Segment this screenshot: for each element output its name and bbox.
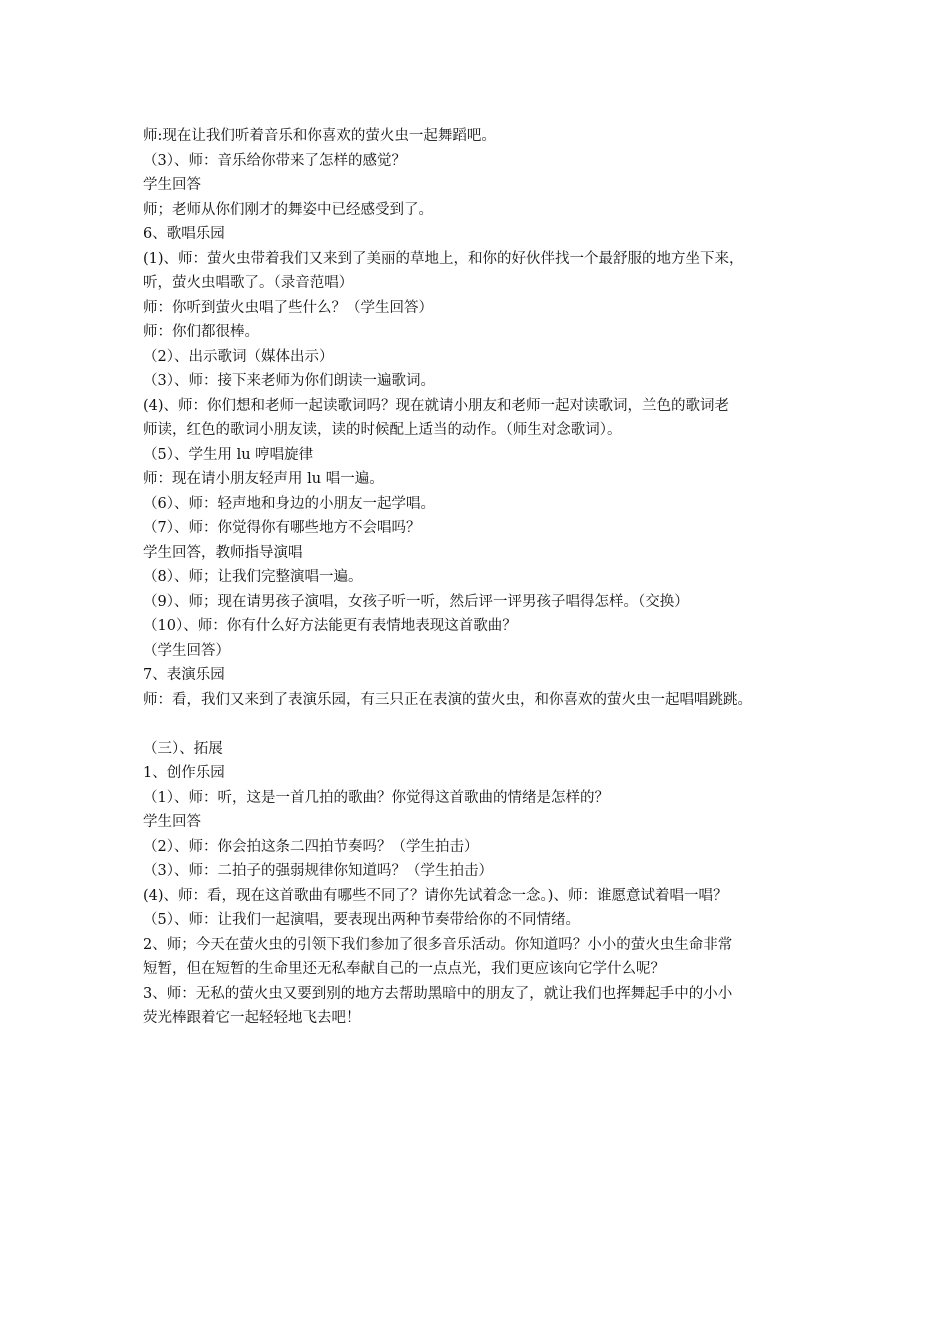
text-line: 短暂，但在短暂的生命里还无私奉献自己的一点点光，我们更应该向它学什么呢？ xyxy=(143,961,665,977)
text-line: （学生回答） xyxy=(143,642,230,659)
text-line: 1、创作乐园 xyxy=(143,765,225,781)
text-line: （3）、师：音乐给你带来了怎样的感觉？ xyxy=(143,152,406,169)
text-line: （3）、师：接下来老师为你们朗读一遍歌词。 xyxy=(143,373,435,389)
text-line: 师：你听到萤火虫唱了些什么？（学生回答） xyxy=(143,299,433,316)
text-line: （2）、师：你会拍这条二四拍节奏吗？（学生拍击） xyxy=(143,838,479,855)
text-line: 师：你们都很棒。 xyxy=(143,324,259,340)
text-line: 6、歌唱乐园 xyxy=(143,226,225,242)
text-line: 2、师；今天在萤火虫的引领下我们参加了很多音乐活动。你知道吗？小小的萤火虫生命非常 xyxy=(143,936,733,953)
text-line: （3）、师：二拍子的强弱规律你知道吗？（学生拍击） xyxy=(143,863,493,879)
text-line: 学生回答，教师指导演唱 xyxy=(143,544,303,561)
text-line: 3、师：无私的萤火虫又要到别的地方去帮助黑暗中的朋友了，就让我们也挥舞起手中的小小 xyxy=(143,985,733,1002)
text-line: （5）、学生用 lu 哼唱旋律 xyxy=(143,446,314,463)
text-line: （10）、师：你有什么好方法能更有表情地表现这首歌曲？ xyxy=(143,618,517,634)
text-line: （2）、出示歌词（媒体出示） xyxy=(143,348,334,365)
text-line: 师；老师从你们刚才的舞姿中已经感受到了。 xyxy=(143,201,433,218)
text-line: 学生回答 xyxy=(143,814,201,830)
text-line: 师读，红色的歌词小朋友读，读的时候配上适当的动作。（师生对念歌词）。 xyxy=(143,422,622,438)
text-line: (4)、师：你们想和老师一起读歌词吗？现在就请小朋友和老师一起对读歌词，兰色的歌词老 xyxy=(143,397,730,414)
text-line: (1)、师：萤火虫带着我们又来到了美丽的草地上，和你的好伙伴找一个最舒服的地方坐下来， xyxy=(143,250,744,267)
text-line: 师：看，我们又来到了表演乐园，有三只正在表演的萤火虫，和你喜欢的萤火虫一起唱唱跳跳。 xyxy=(143,691,752,708)
text-line: （7）、师：你觉得你有哪些地方不会唱吗？ xyxy=(143,520,421,536)
text-line: (4)、师：看，现在这首歌曲有哪些不同了？请你先试着念一念。)、师：谁愿意试着唱一唱？ xyxy=(143,887,728,904)
text-line: 听，萤火虫唱歌了。（录音范唱） xyxy=(143,275,354,291)
document-body xyxy=(143,124,823,1031)
text-line: （5）、师：让我们一起演唱，要表现出两种节奏带给你的不同情绪。 xyxy=(143,912,580,928)
text-line: 师:现在让我们听着音乐和你喜欢的萤火虫一起舞蹈吧。 xyxy=(143,128,496,144)
text-line: 荧光棒跟着它一起轻轻地飞去吧！ xyxy=(143,1010,361,1026)
text-line: 7、表演乐园 xyxy=(143,667,225,683)
blank-line xyxy=(143,712,823,737)
text-line: （三）、拓展 xyxy=(143,740,223,757)
text-line: 师：现在请小朋友轻声用 lu 唱一遍。 xyxy=(143,471,384,487)
text-line: 学生回答 xyxy=(143,177,201,193)
text-line: （8）、师；让我们完整演唱一遍。 xyxy=(143,569,363,585)
text-line: （9）、师；现在请男孩子演唱，女孩子听一听，然后评一评男孩子唱得怎样。（交换） xyxy=(143,593,689,610)
text-line: （6）、师：轻声地和身边的小朋友一起学唱。 xyxy=(143,495,435,512)
text-line: （1）、师：听，这是一首几拍的歌曲？你觉得这首歌曲的情绪是怎样的？ xyxy=(143,789,609,806)
